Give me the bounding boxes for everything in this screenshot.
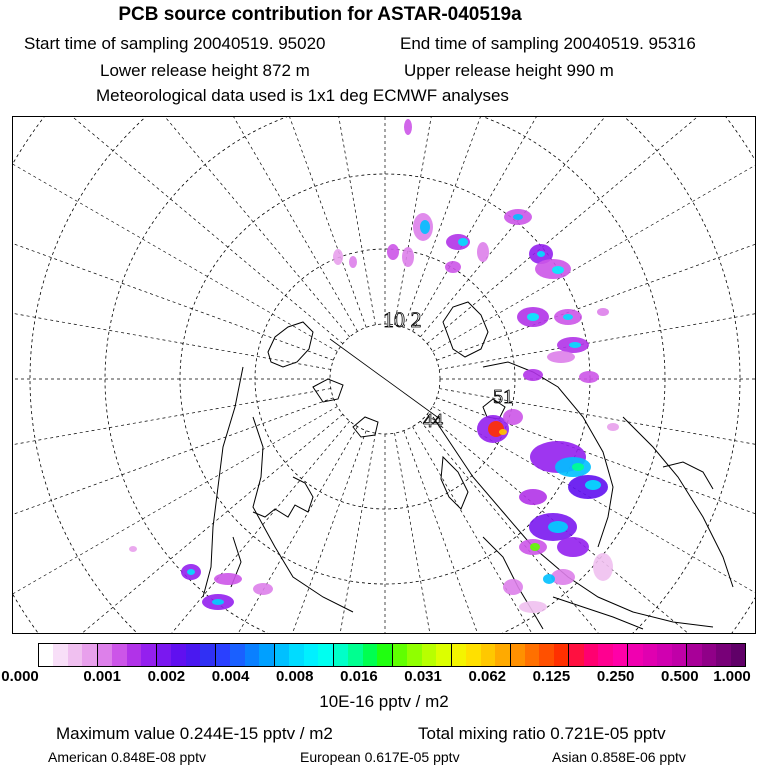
concentration-blob (420, 220, 430, 234)
color-scale-cell (525, 644, 539, 666)
meridian-line (413, 117, 756, 331)
meridian-line (229, 433, 376, 633)
color-scale-cell (127, 644, 141, 666)
concentration-blob (445, 261, 461, 273)
color-scale-cell (68, 644, 82, 666)
coastline-asia-east (623, 417, 733, 587)
color-scale-cell (731, 644, 745, 666)
latitude-circle (13, 117, 755, 633)
coastline-africa-hint (553, 597, 643, 629)
end-time-label: End time of sampling 20040519. 95316 (400, 34, 696, 53)
concentration-blob (563, 314, 573, 320)
color-scale-tick-label: 0.016 (340, 668, 378, 685)
color-scale-cell (82, 644, 96, 666)
concentration-blob (537, 251, 545, 257)
coastline-greenland (268, 322, 313, 367)
color-scale-cell (554, 644, 568, 666)
color-scale-cell (451, 644, 466, 666)
meteorological-data-label: Meteorological data used is 1x1 deg ECMWF analyses (96, 86, 509, 105)
color-scale-cell (392, 644, 407, 666)
color-scale-cell (230, 644, 244, 666)
meridian-line (439, 389, 755, 536)
color-scale-cell (186, 644, 200, 666)
concentration-blob (333, 249, 343, 265)
color-scale-cell (171, 644, 185, 666)
american-contribution-label: American 0.848E-08 pptv (48, 749, 206, 765)
start-time-label: Start time of sampling 20040519. 95020 (24, 34, 326, 53)
concentration-blob (519, 601, 547, 613)
color-scale-cell (510, 644, 525, 666)
concentration-blob (253, 583, 273, 595)
meridian-line (404, 117, 693, 327)
polar-axis (330, 339, 440, 419)
overlay-label-1: 10 2 (383, 307, 422, 332)
concentration-blob (552, 266, 564, 274)
color-scale-tick-label: 0.031 (404, 668, 442, 685)
concentration-blob (547, 351, 575, 363)
concentration-blob (187, 569, 195, 575)
upper-release-label: Upper release height 990 m (404, 61, 614, 80)
concentration-blob (402, 247, 414, 267)
color-scale-tick-label: 0.500 (661, 668, 699, 685)
concentration-blob (579, 371, 599, 383)
color-scale-tick-label: 0.008 (275, 668, 314, 685)
european-contribution-label: European 0.617E-05 pptv (300, 749, 460, 765)
color-scale-unit: 10E-16 pptv / m2 (319, 692, 449, 711)
concentration-blob (569, 342, 581, 348)
concentration-blob (458, 238, 468, 246)
meridian-line (433, 117, 755, 352)
color-scale-cell (657, 644, 671, 666)
concentration-blob (593, 553, 613, 581)
concentration-blob (527, 313, 539, 321)
concentration-blob (523, 369, 543, 381)
color-scale-cell (39, 644, 53, 666)
color-scale-cell (259, 644, 273, 666)
polar-stereographic-map (12, 116, 756, 634)
color-scale-cell (289, 644, 303, 666)
coastline-scandinavia (443, 302, 488, 357)
concentration-blob (513, 214, 523, 220)
concentration-blob (543, 574, 555, 584)
color-scale-cell (112, 644, 126, 666)
color-scale-tick-label: 1.000 (713, 668, 751, 685)
total-mixing-ratio-label: Total mixing ratio 0.721E-05 pptv (418, 724, 666, 743)
color-scale-cell (141, 644, 155, 666)
color-scale-cell (672, 644, 686, 666)
color-scale-cell (53, 644, 67, 666)
concentration-blob (214, 573, 242, 585)
overlay-label-3: 44 (423, 410, 443, 432)
color-scale-cell (613, 644, 627, 666)
coastline-hudson (253, 477, 313, 517)
concentration-blob (503, 409, 523, 425)
graticule (13, 117, 755, 633)
color-scale-tick-label: 0.002 (147, 668, 186, 685)
meridian-line (395, 433, 542, 633)
color-scale-cell (215, 644, 230, 666)
concentration-blob (519, 489, 547, 505)
color-scale-cell (348, 644, 362, 666)
meridian-line (13, 414, 343, 633)
color-scale-cell (97, 644, 112, 666)
color-scale-cell (436, 644, 450, 666)
concentration-blob (503, 579, 523, 595)
concentration-blob (572, 463, 584, 471)
color-scale-cell (156, 644, 171, 666)
meridian-line (229, 117, 376, 325)
color-scale-cell (304, 644, 318, 666)
color-scale-cell (377, 644, 391, 666)
color-scale-cell (422, 644, 436, 666)
color-scale-cell (702, 644, 716, 666)
overlay-label-2: 51 (493, 386, 513, 408)
color-scale-tick-label: 0.062 (468, 668, 507, 685)
color-scale-cell (363, 644, 377, 666)
maximum-value-label: Maximum value 0.244E-15 pptv / m2 (56, 724, 333, 743)
color-scale-tick-label: 0.000 (1, 668, 39, 685)
concentration-field (129, 119, 619, 613)
color-scale-cell (716, 644, 730, 666)
color-scale-cell (333, 644, 348, 666)
concentration-blob (585, 480, 601, 490)
concentration-blob (551, 569, 575, 585)
meridian-line (13, 117, 337, 352)
color-scale-tick-label: 0.004 (211, 668, 250, 685)
concentration-blob (349, 256, 357, 268)
color-scale-tick-label: 0.125 (532, 668, 571, 685)
color-scale-cell (274, 644, 289, 666)
meridian-line (13, 117, 358, 331)
concentration-blob (548, 521, 568, 533)
asian-contribution-label: Asian 0.858E-06 pptv (552, 749, 686, 765)
color-scale-cell (539, 644, 553, 666)
color-scale-cell (584, 644, 598, 666)
color-scale-cell (686, 644, 701, 666)
color-scale-cell (598, 644, 612, 666)
meridian-line (13, 389, 331, 536)
meridian-line (77, 117, 366, 327)
meridian-line (13, 117, 333, 360)
color-scale-tick-label: 0.250 (596, 668, 635, 685)
color-scale-cell (245, 644, 259, 666)
concentration-blob (530, 543, 540, 551)
meridian-line (13, 407, 337, 634)
concentration-blob (477, 242, 489, 262)
color-scale-cell (627, 644, 642, 666)
concentration-blob (557, 537, 589, 557)
color-scale-cell (407, 644, 421, 666)
color-scale-cell (200, 644, 214, 666)
concentration-blob (212, 599, 224, 605)
concentration-blob (597, 308, 609, 316)
color-scale-cell (643, 644, 657, 666)
color-scale-cell (568, 644, 583, 666)
color-scale-tick-label: 0.001 (83, 668, 121, 685)
concentration-blob (607, 423, 619, 431)
meridian-line (13, 427, 358, 633)
concentration-blob (129, 546, 137, 552)
color-scale-bar (38, 643, 746, 667)
concentration-blob (387, 244, 399, 260)
color-scale-cell (481, 644, 495, 666)
lower-release-label: Lower release height 872 m (100, 61, 310, 80)
coastlines (203, 302, 733, 629)
meridian-line (13, 223, 331, 370)
concentration-blob (404, 119, 412, 135)
color-scale-cell (495, 644, 509, 666)
color-scale-cell (466, 644, 480, 666)
meridian-line (433, 407, 755, 634)
meridian-line (13, 117, 350, 337)
concentration-blob (499, 429, 507, 435)
color-scale-cell (318, 644, 332, 666)
plot-title: PCB source contribution for ASTAR-040519a (118, 4, 522, 25)
map-canvas (13, 117, 755, 633)
